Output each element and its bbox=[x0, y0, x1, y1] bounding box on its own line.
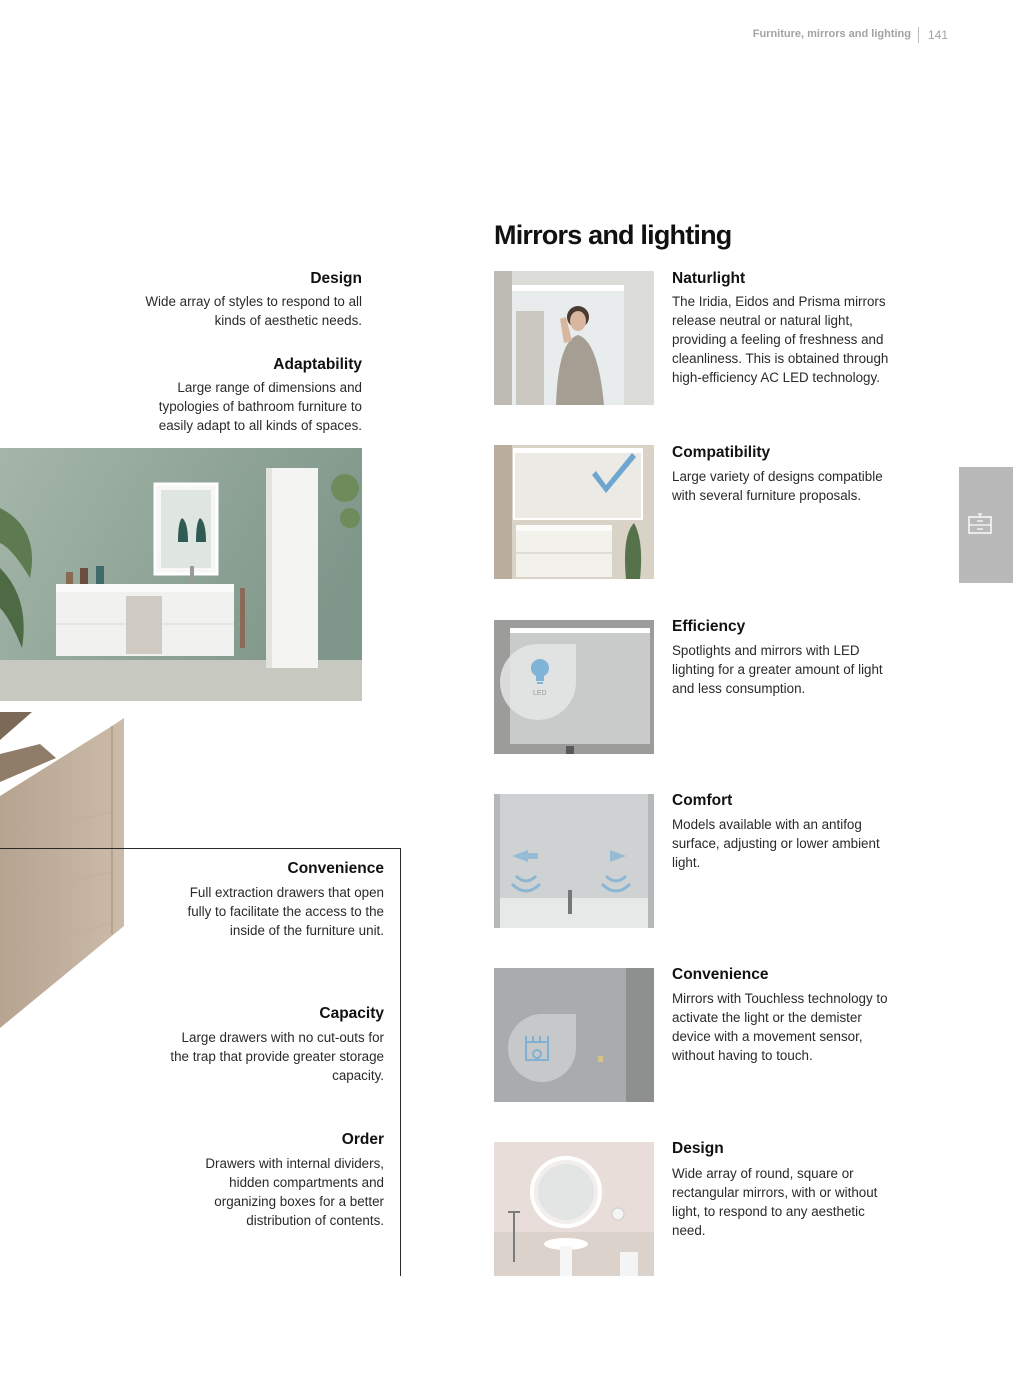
compatibility-title: Compatibility bbox=[672, 444, 771, 461]
page-number: 141 bbox=[928, 28, 949, 42]
design-photo bbox=[494, 1142, 654, 1276]
comfort-photo bbox=[494, 794, 654, 928]
convenience-title: Convenience bbox=[672, 966, 769, 983]
feature-adaptability-text: Large range of dimensions and typologies of bathroom furniture to easily adapt to all kinds of spaces. bbox=[158, 380, 362, 433]
convenience-photo bbox=[494, 968, 654, 1102]
drawer-convenience-title: Convenience bbox=[287, 860, 384, 877]
compatibility-photo bbox=[494, 445, 654, 579]
feature-frame-right bbox=[400, 848, 401, 1276]
drawer-wood-photo bbox=[0, 712, 130, 1042]
header-divider bbox=[918, 27, 919, 43]
efficiency-photo bbox=[494, 620, 654, 754]
bathroom-furniture-photo bbox=[0, 448, 362, 701]
feature-design-title: Design bbox=[310, 270, 362, 287]
efficiency-text: Spotlights and mirrors with LED lighting for a greater amount of light and less consumption. bbox=[672, 643, 883, 696]
led-badge: LED bbox=[533, 690, 547, 697]
vanity-unit-icon bbox=[967, 511, 993, 537]
drawer-order-title: Order bbox=[341, 1131, 384, 1148]
section-title: Mirrors and lighting bbox=[494, 220, 732, 250]
drawer-capacity-text: Large drawers with no cut-outs for the trap that provide greater storage capacity. bbox=[170, 1030, 384, 1083]
naturlight-photo bbox=[494, 271, 654, 405]
feature-frame-top bbox=[0, 848, 401, 849]
compatibility-text: Large variety of designs compatible with several furniture proposals. bbox=[672, 469, 883, 503]
design-text: Wide array of round, square or rectangular mirrors, with or without light, to respond to any aesthetic need. bbox=[672, 1166, 878, 1238]
efficiency-title: Efficiency bbox=[672, 618, 746, 635]
drawer-order-text: Drawers with internal dividers, hidden compartments and organizing boxes for a better distribution of contents. bbox=[205, 1156, 384, 1228]
comfort-title: Comfort bbox=[672, 792, 733, 809]
naturlight-text: The Iridia, Eidos and Prisma mirrors release neutral or natural light, providing a feeling of freshness and cleanliness. This is obtained through high-efficiency AC LED technology. bbox=[672, 294, 889, 385]
comfort-text: Models available with an antifog surface, adjusting or lower ambient light. bbox=[672, 817, 880, 870]
design-title: Design bbox=[672, 1140, 724, 1157]
feature-design-text: Wide array of styles to respond to all kinds of aesthetic needs. bbox=[145, 294, 362, 328]
running-header-section: Furniture, mirrors and lighting bbox=[752, 28, 911, 40]
drawer-capacity-title: Capacity bbox=[319, 1005, 384, 1022]
chapter-tab[interactable] bbox=[959, 467, 1013, 583]
feature-adaptability-title: Adaptability bbox=[273, 356, 362, 373]
drawer-convenience-text: Full extraction drawers that open fully to facilitate the access to the inside of the furniture unit. bbox=[187, 885, 384, 938]
convenience-text: Mirrors with Touchless technology to activate the light or the demister device with a movement sensor, without having to touch. bbox=[672, 991, 888, 1063]
naturlight-title: Naturlight bbox=[672, 270, 746, 287]
